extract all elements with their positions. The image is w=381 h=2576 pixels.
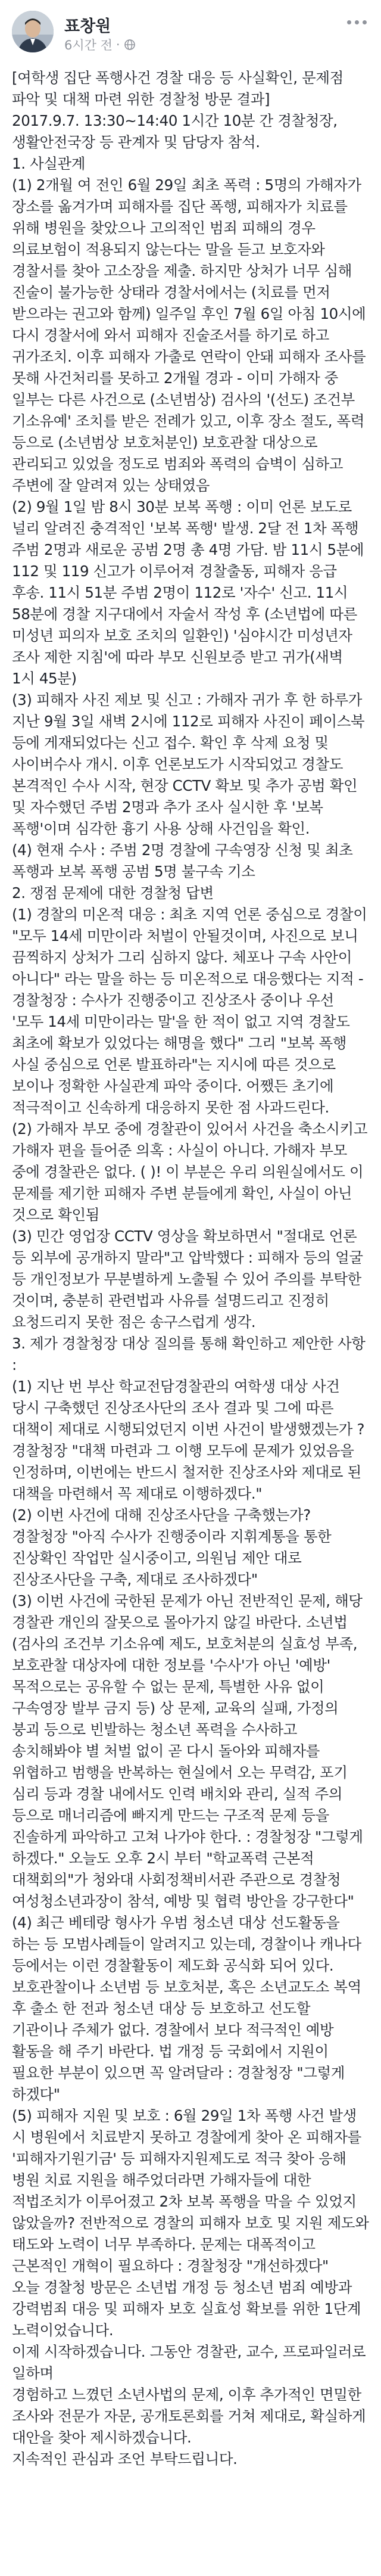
post-paragraph: 경험하고 느꼈던 소년사법의 문제, 이후 추가적인 면밀한 조사와 전문가 자문, 공개토론회를 거쳐 제대로, 확실하게 대안을 찾아 제시하겠습니다.	[12, 2386, 370, 2446]
post-header	[0, 0, 381, 65]
post-paragraph: 2017.9.7. 13:30~14:40 1시간 10분 간 경찰청장, 생활안전국장 등 관계자 및 담당자 참석.	[12, 112, 342, 151]
post-paragraph: (1) 2개월 여 전인 6월 29일 최초 폭력 : 5명의 가해자가 장소를 옮겨가며 피해자를 집단 폭행, 피해자가 치료를 위해 병원을 찾았으나 고의적인 범죄 피해의 경우 의료보험이 적용되지 않는다는 말을 듣고 보호자와 경찰서를 찾아 고소장을 제출. 하지만 상처가 너무 심해 진술이 불가능한 상태라 경찰서에서는 (치료를 먼저 받으라는 권고와 함께) 일주일 후인 7월 6일 아침 10시에 다시 경찰서에 와서 피해자 진술조서를 하기로 하고 귀가조치. 이후 피해자 가출로 연락이 안돼 피해자 조사를 못해 사건처리를 못하고 2개월 경과 - 이미 가해자 중 일부는 다른 사건으로 (소년범상) 검사의 '(선도) 조건부 기소유예' 조치를 받은 전례가 있고, 이후 장소 절도, 폭력 등으로 (소년범상 보호처분인) 보호관찰 대상으로 관리되고 있었을 정도로 범죄와 폭력의 습벽이 심하고 주변에 잘 알려져 있는 상태였음	[12, 176, 370, 494]
globe-icon	[124, 39, 136, 51]
post-paragraph: (3) 피해자 사진 제보 및 신고 : 가해자 귀가 후 한 하루가 지난 9월 3일 새벽 2시에 112로 피해자 사진이 페이스북 등에 게재되었다는 신고 접수. 확인 후 삭제 요청 및 사이버수사 개시. 이후 언론보도가 시작되었고 경찰도 본격적인 수사 시작, 현장 CCTV 확보 및 추가 공범 확인 및 자수했던 주범 2명과 추가 조사 실시한 후 '보복 폭행'이며 심각한 흉기 사용 상해 사건임을 확인.	[12, 691, 369, 837]
section-heading: 2. 쟁점 문제에 대한 경찰청 답변	[12, 884, 214, 902]
post-paragraph: (1) 지난 번 부산 학교전담경찰관의 여학생 대상 사건 당시 구축했던 진상조사단의 조사 결과 및 그에 따른 대책이 제대로 시행되었던지 이번 사건이 발생했겠는가 ? 경찰청장 "대책 마련과 그 이행 모두에 문제가 있었음을 인정하며, 이번에는 반드시 철저한 진상조사와 제대로 된 대책을 마련해서 꼭 제대로 이행하겠다."	[12, 1378, 369, 1502]
post-paragraph: (3) 민간 영업장 CCTV 영상을 확보하면서 "절대로 언론 등 외부에 공개하지 말라"고 압박했다 : 피해자 등의 얼굴 등 개인정보가 무분별하게 노출될 수 있어 주의를 부탁한 것이며, 충분히 관련법과 사유를 설명드리고 진정히 요청드리지 못한 점은 송구스럽게 생각.	[12, 1228, 368, 1331]
section-heading: 3. 제가 경찰청장 대상 질의를 통해 확인하고 제안한 사항 :	[12, 1335, 370, 1374]
post-paragraph: 지속적인 관심과 조언 부탁드립니다.	[12, 2450, 238, 2468]
post-paragraph: (2) 이번 사건에 대해 진상조사단을 구축했는가? 경찰청장 "아직 수사가 진행중이라 지휘계통을 통한 진상확인 작업만 실시중이고, 의원님 제안 대로 진상조사단을 구축, 제대로 조사하겠다"	[12, 1506, 336, 1588]
post-paragraph: (5) 피해자 지원 및 보호 : 6월 29일 1차 폭행 사건 발생 시 병원에서 치료받지 못하고 경찰에게 찾아 온 피해자를 '피해자기원기금' 등 피해자지원제도로 적극 찾아 응해 병원 치료 지원을 해주었더라면 가해자들에 대한 적법조치가 이루어졌고 2차 보복 폭행을 막을 수 있었지 않았을까? 전반적으로 경찰의 피해자 보호 및 지원 제도와 태도와 노력이 너무 부족하다. 문제는 대폭적이고 근본적인 개혁이 필요하다 : 경찰청장 "개선하겠다"	[12, 2107, 373, 2274]
post-paragraph: 이제 시작하겠습니다. 그동안 경찰관, 교수, 프로파일러로 일하며	[12, 2343, 370, 2382]
author-avatar[interactable]	[12, 11, 54, 52]
post-title: [여학생 집단 폭행사건 경찰 대응 등 사실확인, 문제점 파악 및 대책 마련 위한 경찰청 방문 결과]	[12, 69, 348, 108]
more-options-icon[interactable]	[343, 13, 370, 31]
post-paragraph: (4) 최근 베테랑 형사가 우범 청소년 대상 선도활동을 하는 등 모범사례들이 알려지고 있는데, 경찰이나 캐나다 등에서는 이런 경찰활동이 제도화 공식화 되어 있다. 보호관찰이나 소년범 등 보호처분, 혹은 소년교도소 복역 후 출소 한 전과 청소년 대상 등 보호하고 선도할 기관이나 주체가 없다. 경찰에서 보다 적극적인 예방 활동을 해 주기 바란다. 법 개정 등 국회에서 지원이 필요한 부분이 있으면 꼭 알려달라 : 경찰청장 "그렇게 하겠다"	[12, 1914, 366, 2103]
post-paragraph: (4) 현재 수사 : 주범 2명 경찰에 구속영장 신청 및 최초 폭행과 보복 폭행 공범 5명 불구속 기소	[12, 841, 357, 880]
post-paragraph: (3) 이번 사건에 국한된 문제가 아닌 전반적인 문제, 해당 경찰관 개인의 잘못으로 몰아가지 않길 바란다. 소년법 (검사의 조건부 기소유예 제도, 보호처분의 실효성 부족, 보호관찰 대상자에 대한 정보를 '수사'가 아닌 '예방' 목적으로는 공유할 수 없는 문제, 특별한 사유 없이 구속영장 발부 금지 등) 상 문제, 교육의 실패, 가정의 붕괴 등으로 빈발하는 청소년 폭력을 수사하고 송치해봐야 별 처벌 없이 곧 다시 돌아와 피해자를 위협하고 범행을 반복하는 현실에서 오는 무력감, 포기 심리 등과 경찰 내에서도 인력 배치와 관리, 실적 주의 등으로 매너리즘에 빠지게 만드는 구조적 문제 등을 진솔하게 파악하고 고쳐 나가야 한다. : 경찰청장 "그렇게 하겠다." 오늘도 오후 2시 부터 "학교폭력 근본적 대책회의"가 청와대 사회정책비서관 주관으로 경찰청 여성청소년과장이 참석, 예방 및 협력 방안을 강구한다"	[12, 1592, 368, 1910]
author-name[interactable]: 표창원	[64, 17, 111, 36]
post-paragraph: (1) 경찰의 미온적 대응 : 최초 지역 언론 중심으로 경찰이 "모두 14세 미만이라 처벌이 안될것이며, 사진으로 보니 끔찍하지 상처가 그리 심하지 않다. 체포나 구속 사안이 아니다" 라는 말을 하는 등 미온적으로 대응했다는 지적 - 경찰청장 : 수사가 진행중이고 진상조사 중이나 우선 '모두 14세 미만이라는 말'을 한 적이 없고 지역 경찰도 최초에 확보가 있었다는 해명을 했다" 그리 "보복 폭행 사실 중심으로 언론 발표하라"는 지시에 따른 것으로 보이나 정확한 사실관계 파악 중이다. 어쨌든 초기에 적극적이고 신속하게 대응하지 못한 점 사과드린다.	[12, 906, 371, 1116]
post-meta: 6시간 전 ·	[64, 36, 136, 54]
post-body	[0, 65, 381, 2470]
section-heading: 1. 사실관계	[12, 155, 86, 172]
post-paragraph: 오늘 경찰청 방문은 소년법 개정 등 청소년 범죄 예방과 강력범죄 대응 및 피해자 보호 실효성 확보를 위한 1단계 노력이었습니다.	[12, 2279, 366, 2339]
post-paragraph: (2) 가해자 부모 중에 경찰관이 있어서 사건을 축소시키고 가해자 편을 들어준 의혹 : 사실이 아니다. 가해자 부모 중에 경찰관은 없다. ( )! 이 부분은 우리 의원실에서도 이 문제를 제기한 피해자 주변 분들에게 확인, 사실이 아닌 것으로 확인됨	[12, 1120, 372, 1223]
post-timestamp[interactable]: 6시간 전	[64, 38, 113, 52]
avatar-image	[12, 11, 54, 52]
post-paragraph: (2) 9월 1일 밤 8시 30분 보복 폭행 : 이미 언론 보도로 널리 알려진 충격적인 '보복 폭행' 발생. 2달 전 1차 폭행 주범 2명과 새로운 공범 2명 총 4명 가담. 밤 11시 5분에 112 및 119 신고가 이루어져 경찰출동, 피해자 응급 후송. 11시 51분 주범 2명이 112로 '자수' 신고. 11시 58분에 경찰 지구대에서 자술서 작성 후 (소년법에 따른 미성년 피의자 보호 조치의 일환인) '심야시간 미성년자 조사 제한 지침'에 따라 부모 신원보증 받고 귀가(새벽 1시 45분)	[12, 498, 368, 687]
